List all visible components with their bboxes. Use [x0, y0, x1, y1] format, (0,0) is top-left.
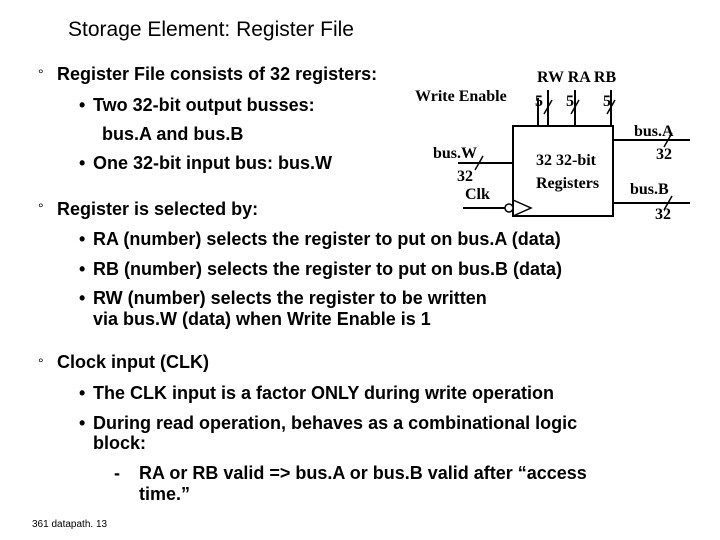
item1-sub2: One 32-bit input bus: bus.W — [93, 153, 332, 173]
busb-label: bus.B — [630, 181, 669, 198]
ra-width-label: 5 — [566, 93, 574, 110]
item3-dash-line1: RA or RB valid => bus.A or bus.B valid after “access — [139, 463, 587, 483]
bullet-marker: ° — [38, 355, 44, 371]
item3-sub2-line1: During read operation, behaves as a combinational logic — [93, 413, 578, 433]
dot-marker: • — [79, 383, 86, 403]
bullet-marker: ° — [38, 66, 44, 82]
dash-marker: - — [114, 463, 120, 483]
item3-sub1: The CLK input is a factor ONLY during write operation — [93, 383, 555, 403]
register-label-line2: Registers — [536, 175, 600, 192]
slide-footer: 361 datapath. 13 — [32, 519, 108, 530]
busa-label: bus.A — [634, 123, 674, 140]
item2-heading: Register is selected by: — [57, 199, 259, 219]
dot-marker: • — [79, 413, 86, 433]
item2-sub1: RA (number) selects the register to put on bus.A (data) — [93, 229, 561, 249]
clk-label: Clk — [465, 186, 490, 203]
item1-sub1-cont: bus.A and bus.B — [102, 124, 244, 144]
dot-marker: • — [79, 259, 86, 279]
item2-sub2: RB (number) selects the register to put on bus.B (data) — [93, 259, 563, 279]
item1-heading: Register File consists of 32 registers: — [57, 64, 378, 84]
dot-marker: • — [79, 153, 86, 173]
busw-label: bus.W — [433, 145, 478, 162]
dot-marker: • — [79, 229, 86, 249]
rw-ra-rb-label: RW RA RB — [537, 69, 617, 86]
item2-sub3-line2: via bus.W (data) when Write Enable is 1 — [93, 309, 431, 329]
busb-width-label: 32 — [655, 206, 671, 223]
dot-marker: • — [79, 95, 86, 115]
register-label-line1: 32 32-bit — [536, 152, 596, 169]
rb-width-label: 5 — [603, 93, 611, 110]
write-enable-label: Write Enable — [415, 88, 507, 105]
item1-sub1: Two 32-bit output busses: — [93, 95, 315, 115]
rw-width-label: 5 — [535, 93, 543, 110]
bullet-marker: ° — [38, 200, 44, 216]
busw-width-label: 32 — [457, 168, 473, 185]
item2-sub3-line1: RW (number) selects the register to be written — [93, 288, 487, 308]
item3-dash-line2: time.” — [139, 484, 191, 504]
item3-sub2-line2: block: — [93, 433, 147, 453]
busa-width-label: 32 — [656, 146, 672, 163]
slide-title: Storage Element: Register File — [68, 18, 354, 41]
register-block — [513, 126, 613, 216]
clock-triangle-icon — [513, 200, 531, 216]
dot-marker: • — [79, 288, 86, 308]
item3-heading: Clock input (CLK) — [57, 352, 209, 372]
clk-bubble — [505, 204, 513, 212]
